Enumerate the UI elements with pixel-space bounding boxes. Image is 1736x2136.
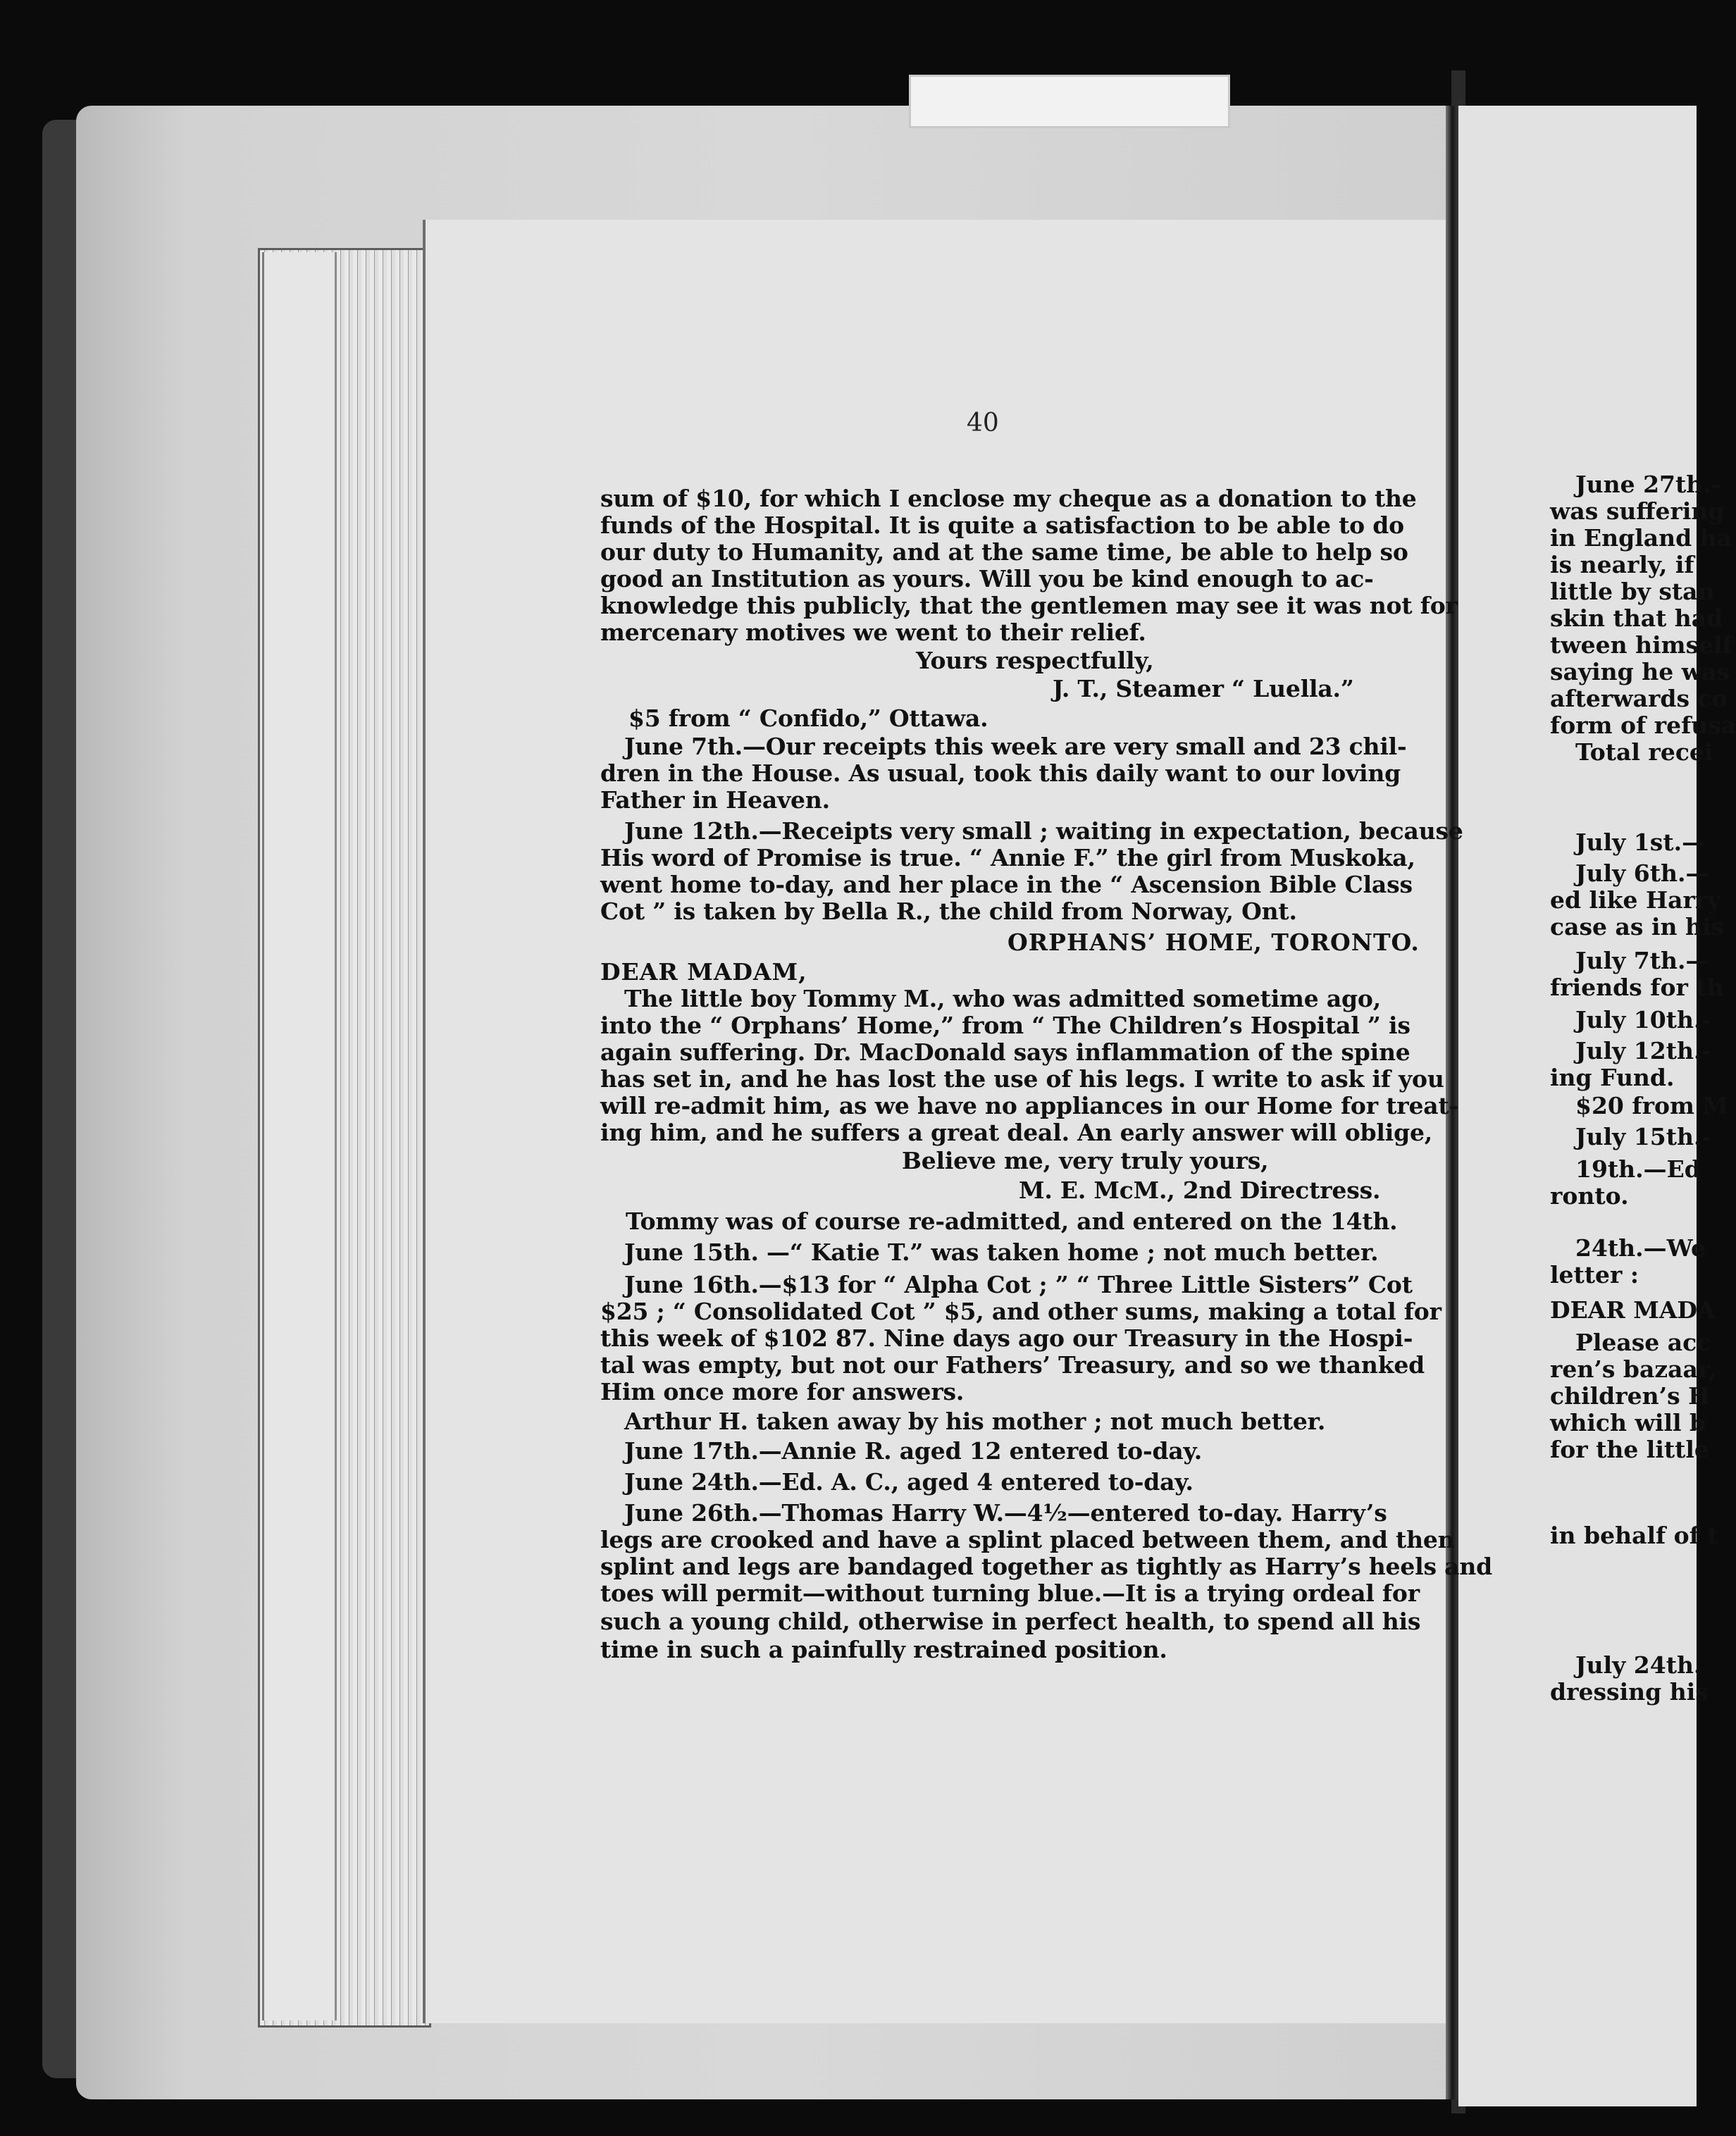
right-text-fragment: children’s H (1550, 1382, 1711, 1410)
right-text-fragment: in behalf of t (1550, 1522, 1718, 1549)
text-line: sum of $10, for which I enclose my cheque as a donation to the (600, 485, 1417, 512)
text-line: into the “ Orphans’ Home,” from “ The Children’s Hospital ” is (600, 1012, 1410, 1039)
right-text-fragment: July 12th.- (1575, 1037, 1712, 1064)
right-text-fragment: case as in his (1550, 913, 1725, 940)
paper-tab-marker (909, 75, 1230, 128)
text-line: $25 ; “ Consolidated Cot ” $5, and other sums, making a total for (600, 1298, 1442, 1325)
text-line: Yours respectfully, (916, 647, 1154, 674)
text-line: June 15th. —“ Katie T.” was taken home ; not much better. (624, 1238, 1379, 1266)
text-line: such a young child, otherwise in perfect health, to spend all his (600, 1608, 1421, 1635)
text-line: toes will permit—without turning blue.—It is a trying ordeal for (600, 1579, 1420, 1607)
text-line: funds of the Hospital. It is quite a satisfaction to be able to do (600, 511, 1404, 539)
text-line: tal was empty, but not our Fathers’ Treasury, and so we thanked (600, 1351, 1425, 1379)
right-text-fragment: $20 from M (1575, 1092, 1728, 1119)
text-line: June 12th.—Receipts very small ; waiting in expectation, because (624, 817, 1463, 845)
text-line: ORPHANS’ HOME, TORONTO. (1008, 929, 1420, 956)
right-text-fragment: friends for th (1550, 974, 1724, 1001)
right-text-fragment: little by stan (1550, 578, 1715, 605)
right-text-fragment: dressing his (1550, 1678, 1709, 1706)
right-text-fragment: July 7th.— (1575, 947, 1709, 974)
text-line: June 26th.—Thomas Harry W.—4½—entered to-day. Harry’s (624, 1499, 1387, 1527)
right-text-fragment: afterwards co (1550, 685, 1728, 712)
right-text-fragment: July 1st.— (1575, 828, 1706, 856)
right-text-fragment: is nearly, if (1550, 551, 1694, 578)
text-line: went home to-day, and her place in the “ Ascension Bible Class (600, 871, 1413, 898)
right-text-fragment: July 24th. (1575, 1651, 1702, 1679)
text-line: J. T., Steamer “ Luella.” (1053, 675, 1354, 702)
text-line: ing him, and he suffers a great deal. An early answer will oblige, (600, 1119, 1433, 1146)
text-line: will re-admit him, as we have no appliances in our Home for treat- (600, 1092, 1458, 1119)
right-text-fragment: July 10th.- (1575, 1006, 1712, 1033)
right-text-fragment: 24th.—We (1575, 1234, 1706, 1262)
text-line: His word of Promise is true. “ Annie F.” the girl from Muskoka, (600, 844, 1415, 871)
right-text-fragment: ed like Harry (1550, 886, 1721, 914)
text-line: Him once more for answers. (600, 1378, 965, 1405)
text-line: June 24th.—Ed. A. C., aged 4 entered to-day. (624, 1468, 1194, 1496)
text-line: June 17th.—Annie R. aged 12 entered to-day. (624, 1437, 1203, 1465)
right-text-fragment: 19th.—Ed (1575, 1155, 1701, 1183)
page-number: 40 (967, 409, 999, 437)
text-line: this week of $102 87. Nine days ago our Treasury in the Hospi- (600, 1324, 1413, 1352)
text-line: Tommy was of course re-admitted, and entered on the 14th. (626, 1207, 1398, 1235)
right-text-fragment: Total recei (1575, 738, 1713, 766)
text-line: mercenary motives we went to their relief. (600, 619, 1146, 646)
text-line: Arthur H. taken away by his mother ; not much better. (624, 1408, 1326, 1435)
text-line: knowledge this publicly, that the gentlemen may see it was not for (600, 592, 1458, 619)
text-line: again suffering. Dr. MacDonald says inflammation of the spine (600, 1038, 1410, 1066)
text-line: good an Institution as yours. Will you be kind enough to ac- (600, 565, 1374, 592)
right-text-fragment: saying he was (1550, 658, 1730, 685)
text-line: Believe me, very truly yours, (902, 1147, 1269, 1174)
right-text-fragment: which will b (1550, 1409, 1706, 1436)
text-line: our duty to Humanity, and at the same time, be able to help so (600, 538, 1408, 566)
right-text-fragment: Please acc (1575, 1329, 1711, 1356)
text-line: dren in the House. As usual, took this daily want to our loving (600, 759, 1401, 787)
right-text-fragment: June 27th.- (1575, 471, 1721, 498)
right-text-fragment: ing Fund. (1550, 1064, 1675, 1091)
text-line: June 7th.—Our receipts this week are very small and 23 chil- (624, 733, 1407, 760)
right-text-fragment: ronto. (1550, 1182, 1629, 1210)
text-line: M. E. McM., 2nd Directress. (1019, 1176, 1381, 1204)
text-line: has set in, and he has lost the use of his legs. I write to ask if you (600, 1065, 1444, 1093)
right-text-fragment: for the little (1550, 1436, 1709, 1463)
text-line: legs are crooked and have a splint placed between them, and then (600, 1526, 1455, 1553)
text-line: The little boy Tommy M., who was admitted sometime ago, (624, 985, 1381, 1012)
text-line: Cot ” is taken by Bella R., the child from Norway, Ont. (600, 898, 1297, 925)
right-text-fragment: ren’s bazaar, (1550, 1355, 1717, 1383)
text-line: $5 from “ Confido,” Ottawa. (628, 704, 988, 732)
right-text-fragment: skin that had (1550, 604, 1723, 632)
right-text-fragment: was suffering (1550, 497, 1725, 525)
right-text-fragment: tween himself (1550, 631, 1732, 659)
right-text-fragment: letter : (1550, 1261, 1639, 1289)
text-line: splint and legs are bandaged together as tightly as Harry’s heels and (600, 1553, 1492, 1580)
right-text-fragment: July 6th.— (1575, 859, 1709, 887)
text-line: time in such a painfully restrained position. (600, 1636, 1167, 1663)
text-line: June 16th.—$13 for “ Alpha Cot ; ” “ Three Little Sisters” Cot (624, 1271, 1413, 1298)
text-line: DEAR MADAM, (600, 958, 807, 986)
right-text-fragment: DEAR MADA (1550, 1296, 1716, 1324)
right-text-fragment: in England ha (1550, 524, 1732, 552)
text-line: Father in Heaven. (600, 786, 830, 814)
outer-page-edge (262, 252, 337, 2020)
right-text-fragment: form of refusa (1550, 712, 1736, 739)
right-text-fragment: July 15th.- (1575, 1123, 1712, 1150)
